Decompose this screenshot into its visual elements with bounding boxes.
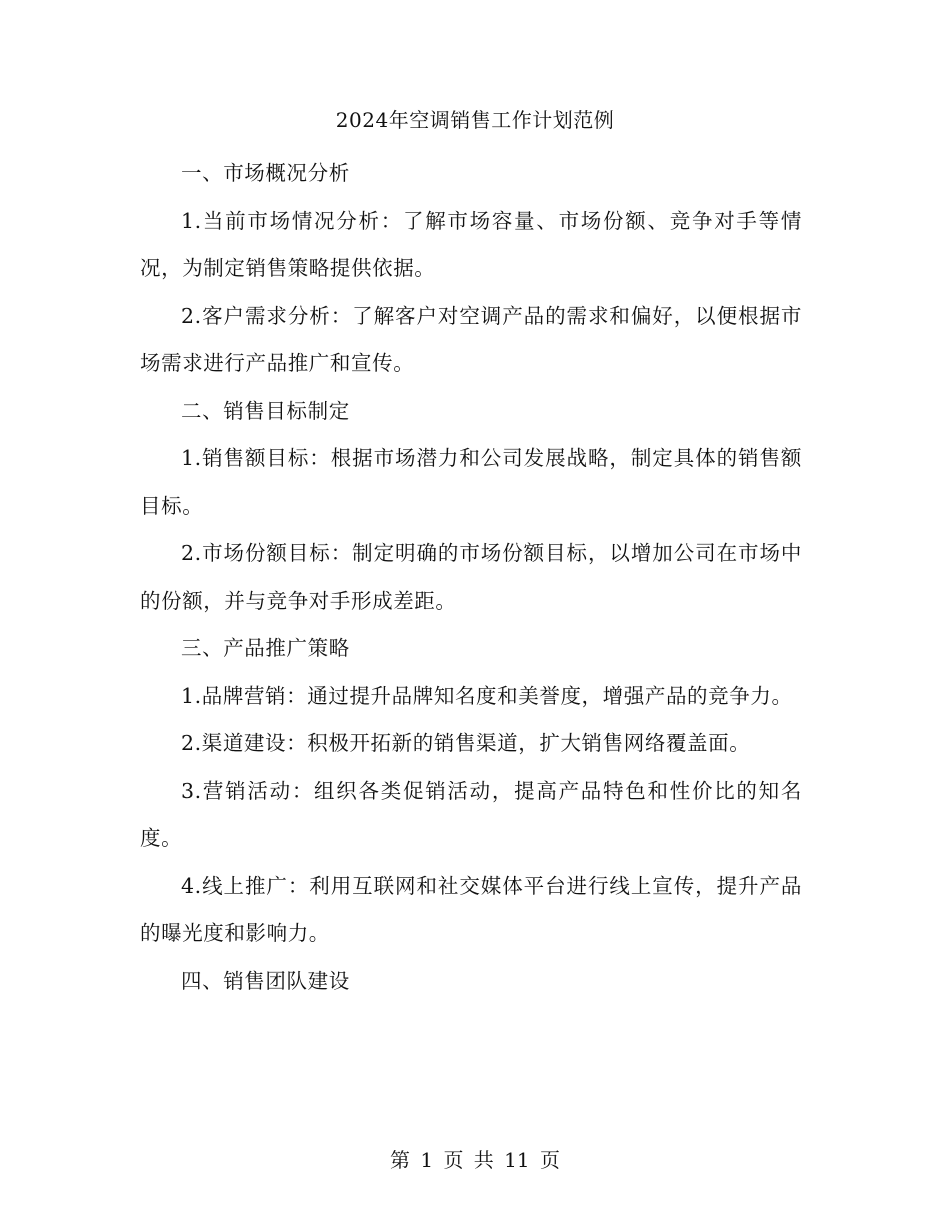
section-heading-sales-targets: 二、销售目标制定 <box>181 398 350 423</box>
paragraph-market-situation: 1.当前市场情况分析：了解市场容量、市场份额、竞争对手等情况，为制定销售策略提供依据。 <box>140 208 802 280</box>
section-heading-sales-team: 四、销售团队建设 <box>181 968 350 993</box>
section-heading-promotion-strategy: 三、产品推广策略 <box>181 636 350 660</box>
paragraph-customer-demand: 2.客户需求分析：了解客户对空调产品的需求和偏好，以便根据市场需求进行产品推广和宣传。 <box>140 303 802 375</box>
paragraph-channel-building: 2.渠道建设：积极开拓新的销售渠道，扩大销售网络覆盖面。 <box>181 731 751 755</box>
document-title: 2024年空调销售工作计划范例 <box>335 108 615 132</box>
section-heading-market-overview: 一、市场概况分析 <box>181 161 350 185</box>
paragraph-online-promotion: 4.线上推广：利用互联网和社交媒体平台进行线上宣传，提升产品的曝光度和影响力。 <box>140 873 802 945</box>
document-body <box>140 150 802 1005</box>
paragraph-market-share-target: 2.市场份额目标：制定明确的市场份额目标，以增加公司在市场中的份额，并与竞争对手形成差距。 <box>140 541 802 613</box>
page-number-footer: 第 1 页 共 11 页 <box>390 1148 560 1172</box>
paragraph-marketing-activities: 3.营销活动：组织各类促销活动，提高产品特色和性价比的知名度。 <box>140 778 802 850</box>
paragraph-brand-marketing: 1.品牌营销：通过提升品牌知名度和美誉度，增强产品的竞争力。 <box>181 683 793 708</box>
paragraph-sales-amount-target: 1.销售额目标：根据市场潜力和公司发展战略，制定具体的销售额目标。 <box>140 446 802 518</box>
